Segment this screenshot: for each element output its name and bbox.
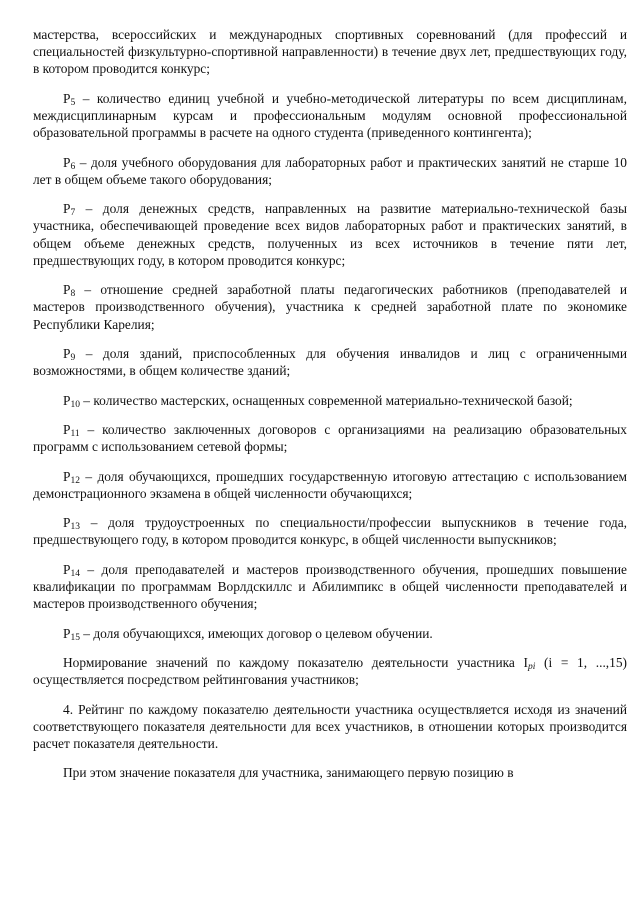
- indicator-description: – доля обучающихся, имеющих договор о целевом обучении.: [79, 625, 433, 641]
- indicator-p9: [33, 345, 627, 379]
- indicator-p10: [33, 392, 627, 409]
- indicator-description: – количество заключенных договоров с организациями на реализацию образовательных программ с использованием сетевой формы;: [33, 421, 627, 455]
- indicator-p8: [33, 281, 627, 333]
- indicator-symbol: $P_{13}$: [63, 515, 80, 533]
- indicator-description: – доля преподавателей и мастеров производственного обучения, прошедших повышение квалификации по программам Ворлдскиллс и Абилимпикс в общей численности преподавателей и мастеров производственного обучения;: [33, 561, 627, 612]
- paragraph-norming: [33, 654, 627, 688]
- indicator-p5: [33, 90, 627, 142]
- indicator-symbol: $P_{11}$: [63, 421, 80, 439]
- indicator-symbol: $P_6$: [63, 154, 76, 172]
- document-body: [33, 26, 627, 794]
- indicator-symbol: $P_{12}$: [63, 468, 80, 486]
- indicator-symbol: $P_8$: [63, 282, 76, 300]
- indicator-description: – количество мастерских, оснащенных современной материально-технической базой;: [79, 392, 573, 408]
- paragraph-item-4: [33, 701, 627, 753]
- indicator-symbol: $P_9$: [63, 345, 76, 363]
- indicator-p11: [33, 421, 627, 455]
- indicator-p6: [33, 154, 627, 188]
- paragraph-text: 4. Рейтинг по каждому показателю деятельности участника осуществляется исходя из значений соответствующего показателя деятельности для всех участников, в отношении которых производится расчет показателя деятельности.: [33, 701, 627, 751]
- indicator-symbol: $P_7$: [63, 201, 76, 219]
- paragraph-text: При этом значение показателя для участника, занимающего первую позицию в: [63, 765, 514, 781]
- indicator-symbol: $P_{14}$: [63, 561, 80, 579]
- paragraph-final: [33, 764, 627, 781]
- indicator-symbol: $P_{10}$: [63, 392, 80, 410]
- indicator-symbol: $P_5$: [63, 90, 76, 108]
- indicator-description: – доля денежных средств, направленных на развитие материально-технической базы участника, обеспечивающей проведение всех видов лабораторных работ и практических занятий, в общем объеме денежных средств, полученных из всех источников в течение пяти лет, предшествующих году, в котором проводится конкурс;: [33, 201, 627, 268]
- indicator-description: – доля учебного оборудования для лабораторных работ и практических занятий не старше 10 лет в общем объеме такого оборудования;: [33, 154, 627, 187]
- indicator-description: – доля зданий, приспособленных для обучения инвалидов и лиц с ограниченными возможностями, в общем количестве зданий;: [33, 345, 627, 379]
- indicator-description: – доля трудоустроенных по специальности/профессии выпускников в течение года, предшествующего году, в котором проводится конкурс, в общей численности выпускников;: [33, 515, 627, 548]
- paragraph-text: мастерства, всероссийских и международных спортивных соревнований (для профессий и специальностей физкультурно-спортивной направленности) в течение двух лет, предшествующих году, в котором проводится конкурс;: [33, 27, 627, 77]
- indicator-description: – количество единиц учебной и учебно-методической литературы по всем дисциплинам, междисциплинарным курсам и профессиональным модулям основной профессиональной образовательной программы в расчете на одного студента (приведенного контингента);: [33, 90, 627, 141]
- paragraph-continuation: [33, 26, 627, 78]
- indicator-description: – отношение средней заработной платы педагогических работников (преподавателей и мастеров производственного обучения), участника к средней заработной плате по экономике Республики Карелия;: [33, 282, 627, 332]
- indicator-p12: [33, 468, 627, 502]
- indicator-symbol: $P_{15}$: [63, 625, 80, 643]
- norming-text-end: (i = 1, ...,15) осуществляется посредством рейтингования участников;: [33, 654, 627, 688]
- norming-subscript: pi: [527, 661, 536, 672]
- indicator-p7: [33, 200, 627, 269]
- norming-text-start: Нормирование значений по каждому показателю деятельности участника I: [63, 654, 528, 670]
- indicator-p15: [33, 625, 627, 642]
- indicator-p14: [33, 561, 627, 613]
- indicator-p13: [33, 514, 627, 548]
- indicator-description: – доля обучающихся, прошедших государственную итоговую аттестацию с использованием демонстрационного экзамена в общей численности обучающихся;: [33, 468, 627, 501]
